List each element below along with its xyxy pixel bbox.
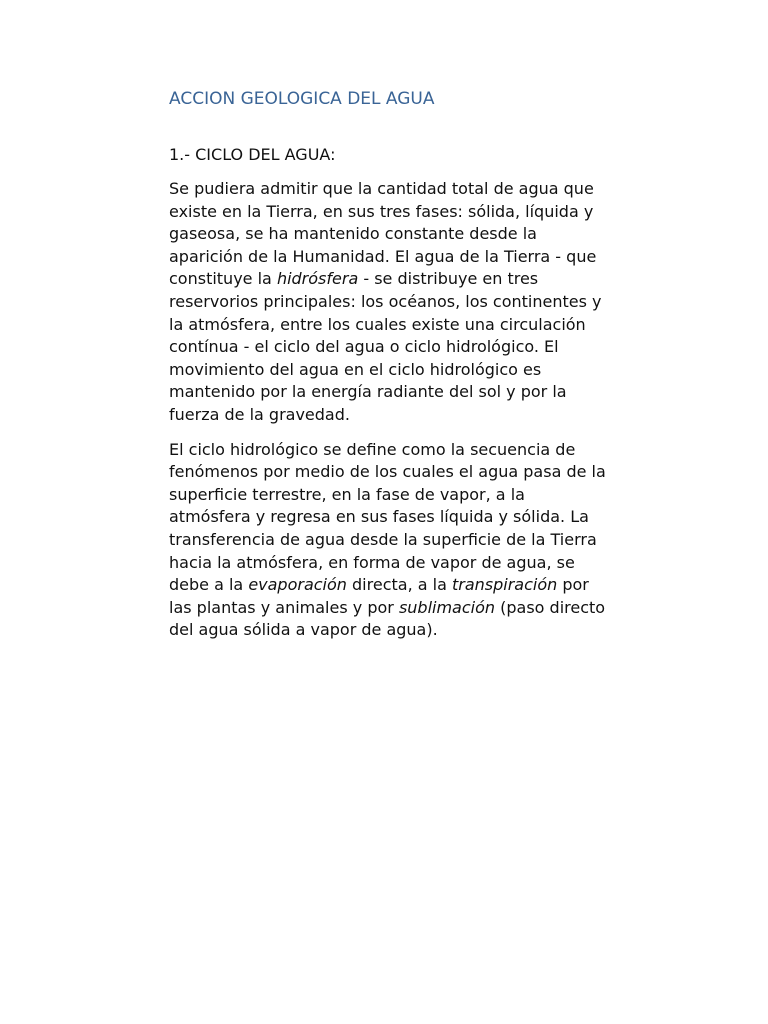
paragraph-2-text-b: directa, a la: [346, 575, 452, 595]
paragraph-2-text-a: El ciclo hidrológico se define como la secuencia de fenómenos por medio de los cuales el agua pasa de la superficie terrestre, en la fase de vapor, a la atmósfera y regresa en sus fases líquida y sólida. La transferencia de agua desde la superficie de la Tierra hacia la atmósfera, en forma de vapor de agua, se debe a la: [169, 439, 606, 595]
document-content: [169, 86, 609, 654]
paragraph-1-text-b: - se distribuye en tres reservorios principales: los océanos, los continentes y la atmósfera, entre los cuales existe una circulación contínua - el ciclo del agua o ciclo hidrológico. El movimiento del agua en el ciclo hidrológico es mantenido por la energía radiante del sol y por la fuerza de la gravedad.: [169, 269, 602, 424]
term-evaporacion: evaporación: [248, 575, 347, 595]
paragraph-1-text-a: Se pudiera admitir que la cantidad total de agua que existe en la Tierra, en sus tres fases: sólida, líquida y gaseosa, se ha mantenido constante desde la aparición de la Humanidad. El agua de la Tierra - que constituye la: [169, 179, 597, 289]
term-transpiracion: transpiración: [451, 575, 558, 595]
section-heading: 1.- CICLO DEL AGUA:: [169, 145, 336, 164]
paragraph-1: [169, 178, 609, 427]
paragraph-2: [169, 439, 609, 642]
document-title: ACCION GEOLOGICA DEL AGUA: [169, 89, 435, 109]
term-hidrosfera: hidrósfera: [276, 269, 359, 289]
paragraph-2-text-c: por las plantas y animales y por: [169, 575, 589, 617]
term-sublimacion: sublimación: [398, 597, 496, 617]
paragraph-2-text-d: (paso directo del agua sólida a vapor de agua).: [169, 597, 606, 640]
